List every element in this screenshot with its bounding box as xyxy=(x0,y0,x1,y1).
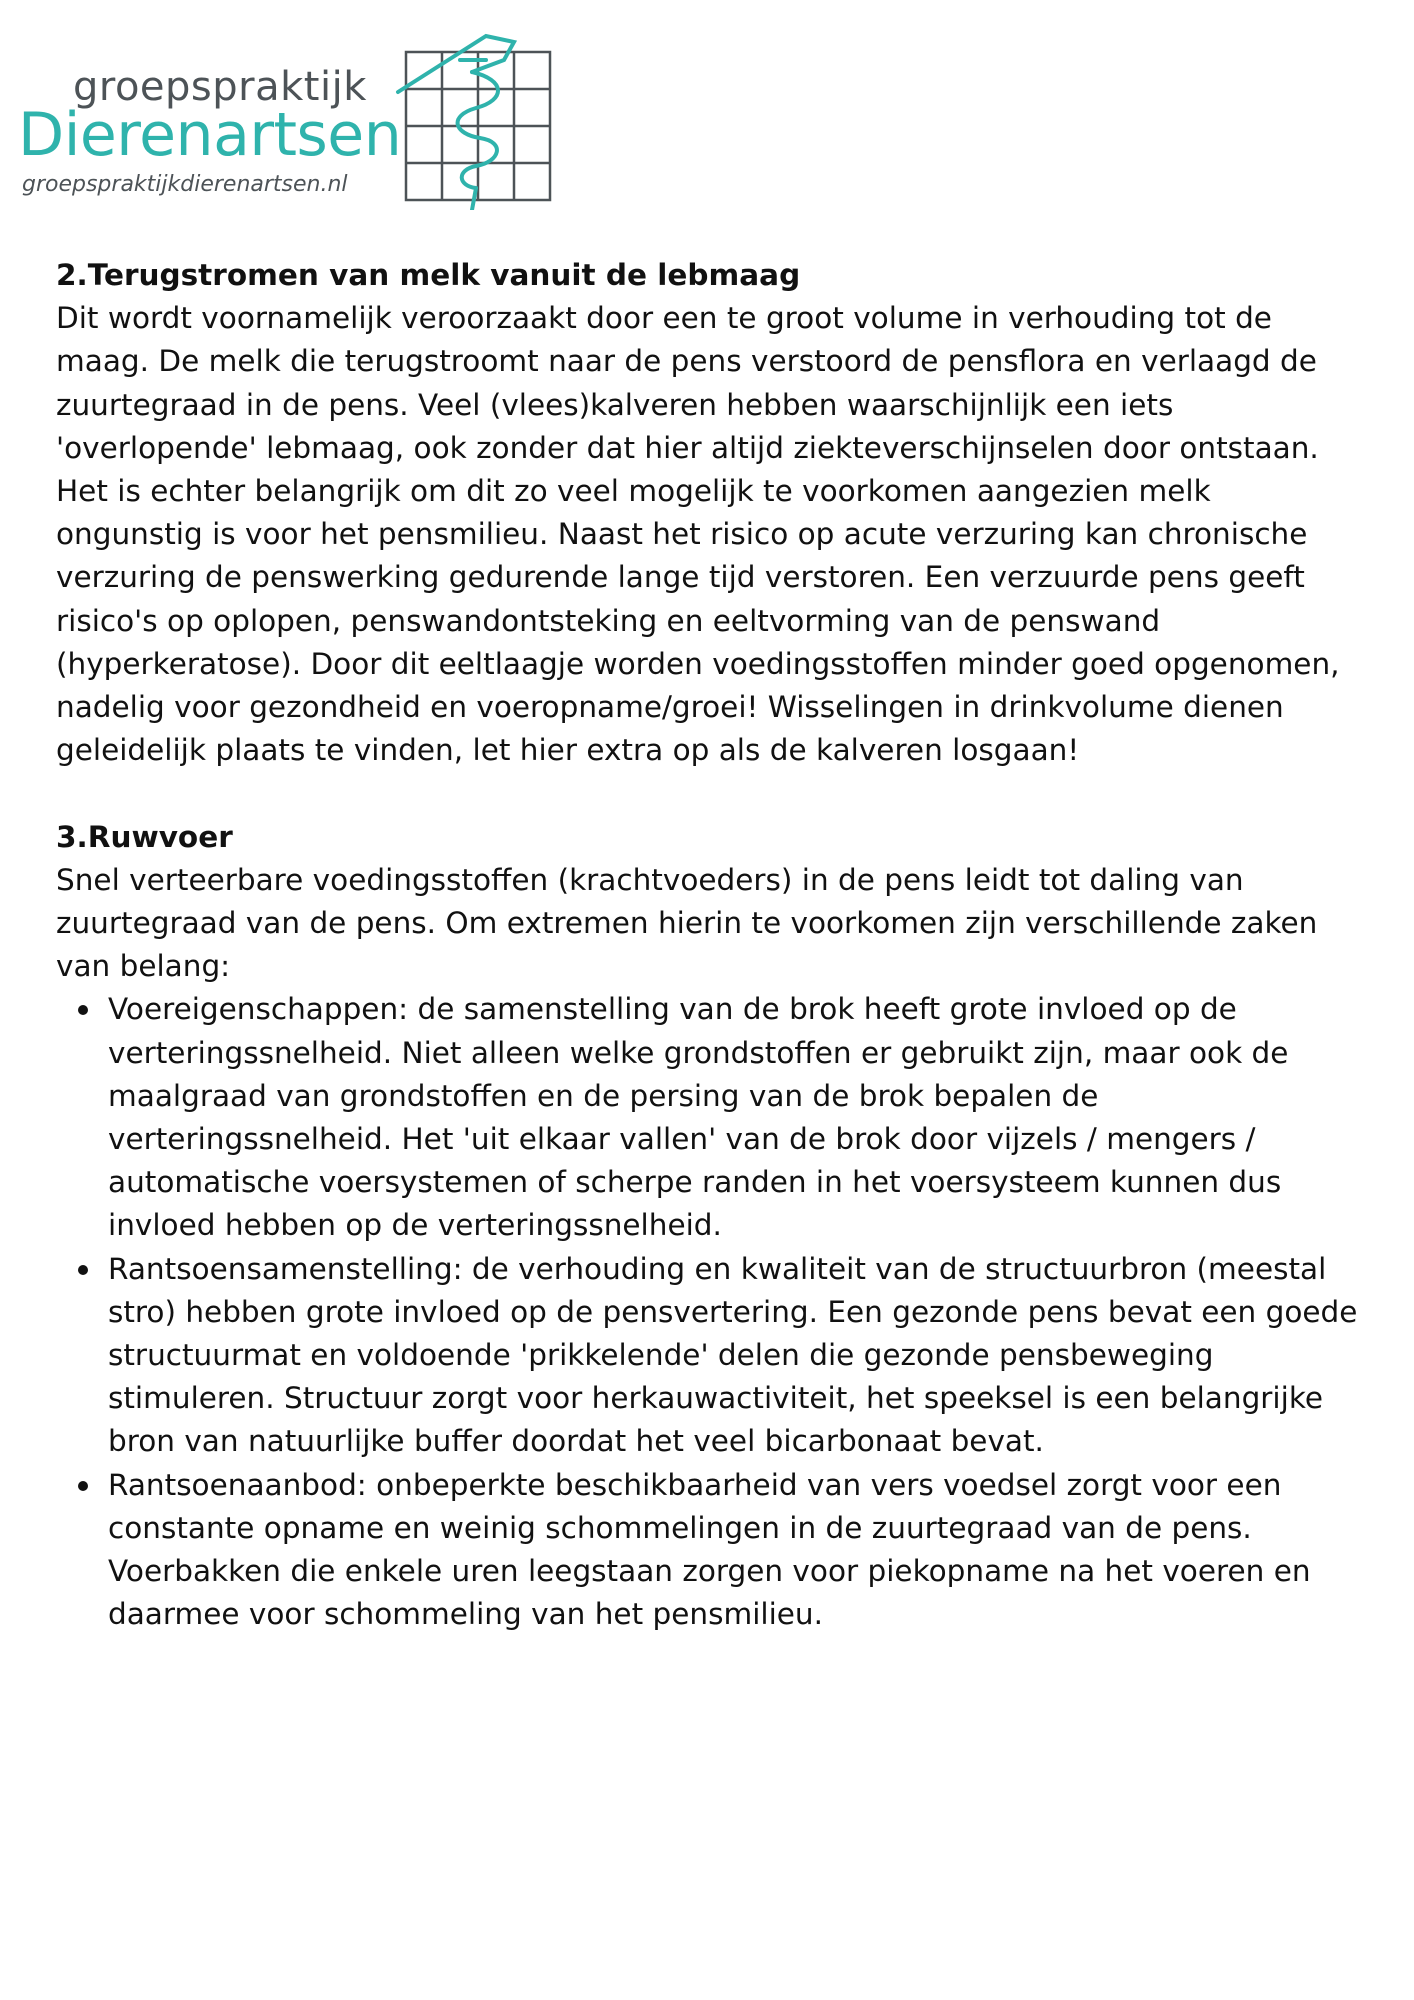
bullet-text: Rantsoenaanbod: onbeperkte beschikbaarheid van vers voedsel zorgt voor een constante opname en weinig schommelingen in de zuurtegraad van de pens. Voerbakken die enkele uren leegstaan zorgen voor piekopname na het voeren en daarmee voor schommeling van het pensmilieu. xyxy=(108,1467,1311,1632)
bullet-dot xyxy=(78,1005,88,1015)
bullet-text: Rantsoensamenstelling: de verhouding en kwaliteit van de structuurbron (meestal stro) hebben grote invloed op de pensvertering. Een gezonde pens bevat een goede structuurmat en voldoende 'prikkelende' delen die gezonde pensbeweging stimuleren. Structuur zorgt voor herkauwactiviteit, het speeksel is een belangrijke bron van natuurlijke buffer doordat het veel bicarbonaat bevat. xyxy=(108,1251,1358,1459)
logo-line-groepspraktijk: groepspraktijk xyxy=(73,64,367,110)
document-body xyxy=(56,254,1366,1636)
section-2-body: Dit wordt voornamelijk veroorzaakt door een te groot volume in verhouding tot de maag. De melk die terugstroomt naar de pens verstoord de pensflora en verlaagd de zuurtegraad in de pens. Veel (vlees)kalveren hebben waarschijnlijk een iets 'overlopende' lebmaag, ook zonder dat hier altijd ziekteverschijnselen door ontstaan. Het is echter belangrijk om dit zo veel mogelijk te voorkomen aangezien melk ongunstig is voor het pensmilieu. Naast het risico op acute verzuring kan chronische verzuring de penswerking gedurende lange tijd verstoren. Een verzuurde pens geeft risico's op oplopen, penswandontsteking en eeltvorming van de penswand (hyperkeratose). Door dit eeltlaagje worden voedingsstoffen minder goed opgenomen, nadelig voor gezondheid en voeropname/groei! Wisselingen in drinkvolume dienen geleidelijk plaats te vinden, let hier extra op als de kalveren losgaan! xyxy=(56,301,1340,768)
bullet-dot xyxy=(78,1481,88,1491)
logo-grid-snake-icon xyxy=(376,30,556,210)
bullet-dot xyxy=(78,1265,88,1275)
logo-website: groepspraktijkdierenartsen.nl xyxy=(22,172,348,197)
logo-line-dierenartsen: Dierenartsen xyxy=(18,100,402,170)
logo xyxy=(18,22,558,212)
section-3-intro: Snel verteerbare voedingsstoffen (krachtvoeders) in de pens leidt tot daling van zuurtegraad van de pens. Om extremen hierin te voorkomen zijn verschillende zaken van belang: xyxy=(56,862,1318,984)
bullet-rantsoenaanbod xyxy=(108,1464,1366,1637)
bullet-voereigenschappen xyxy=(108,988,1366,1247)
bullet-text: Voereigenschappen: de samenstelling van de brok heeft grote invloed op de verteringssnelheid. Niet alleen welke grondstoffen er gebruikt zijn, maar ook de maalgraad van grondstoffen en de persing van de brok bepalen de verteringssnelheid. Het 'uit elkaar vallen' van de brok door vijzels / mengers / automatische voersystemen of scherpe randen in het voersysteem kunnen dus invloed hebben op de verteringssnelheid. xyxy=(108,992,1289,1243)
paragraph-gap xyxy=(56,772,1366,815)
section-2-heading: 2.Terugstromen van melk vanuit de lebmaag xyxy=(56,258,801,292)
section-3-bullet-list xyxy=(56,988,1366,1636)
section-3-heading: 3.Ruwvoer xyxy=(56,819,233,854)
bullet-rantsoensamenstelling xyxy=(108,1248,1366,1464)
